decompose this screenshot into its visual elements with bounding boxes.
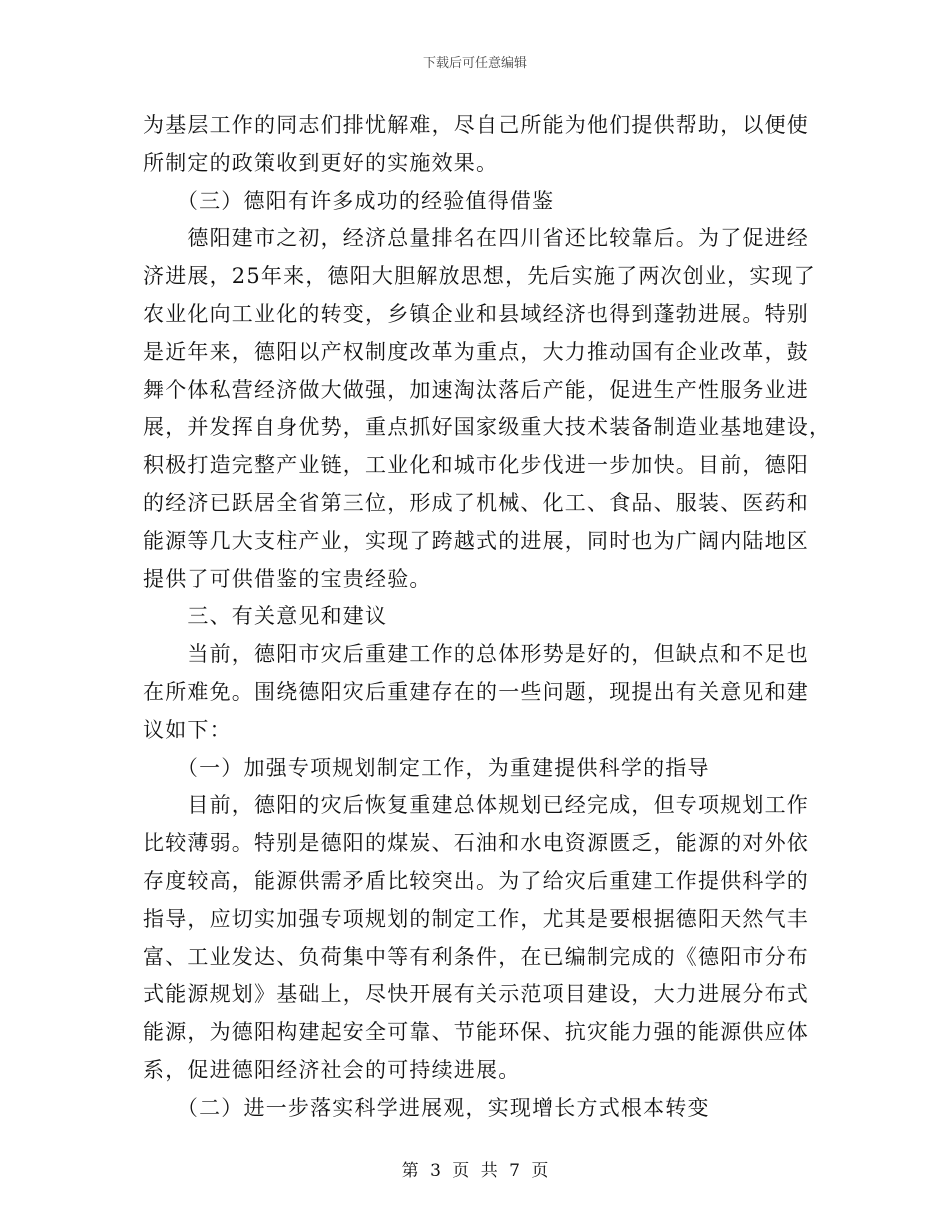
text-line: 系，促进德阳经济社会的可持续进展。 (143, 1057, 521, 1082)
text-line: 式能源规划》基础上，尽快开展有关示范项目建设，大力进展分布式 (143, 982, 809, 1007)
section-heading: 三、有关意见和建议 (143, 604, 388, 629)
section-heading: （二）进一步落实科学进展观，实现增长方式根本转变 (143, 1095, 710, 1120)
text-line: 展，并发挥自身优势，重点抓好国家级重大技术装备制造业基地建设， (143, 415, 832, 440)
text-line: 存度较高，能源供需矛盾比较突出。为了给灾后重建工作提供科学的 (143, 868, 809, 893)
text-line: 比较薄弱。特别是德阳的煤炭、石油和水电资源匮乏，能源的对外依 (143, 831, 809, 856)
text-line: 目前，德阳的灾后恢复重建总体规划已经完成，但专项规划工作 (143, 793, 809, 818)
text-line: 积极打造完整产业链，工业化和城市化步伐进一步加快。目前，德阳 (143, 453, 809, 478)
text-line: 指导，应切实加强专项规划的制定工作，尤其是要根据德阳天然气丰 (143, 906, 809, 931)
text-line: 德阳建市之初，经济总量排名在四川省还比较靠后。为了促进经 (143, 226, 809, 251)
text-line: 农业化向工业化的转变，乡镇企业和县域经济也得到蓬勃进展。特别 (143, 301, 809, 326)
text-line: 提供了可供借鉴的宝贵经验。 (143, 566, 432, 591)
text-line: 为基层工作的同志们排忧解难，尽自己所能为他们提供帮助，以便使 (143, 113, 809, 137)
text-line: 在所难免。围绕德阳灾后重建存在的一些问题，现提出有关意见和建 (143, 679, 809, 704)
text-line: 富、工业发达、负荷集中等有利条件，在已编制完成的《德阳市分布 (143, 944, 809, 969)
text-line: 舞个体私营经济做大做强，加速淘汰落后产能，促进生产性服务业进 (143, 377, 809, 402)
page-header: 下载后可任意编辑 (422, 56, 527, 71)
text-line: 是近年来，德阳以产权制度改革为重点，大力推动国有企业改革，鼓 (143, 339, 809, 364)
text-line: 的经济已跃居全省第三位，形成了机械、化工、食品、服装、医药和 (143, 490, 809, 515)
text-line: 所制定的政策收到更好的实施效果。 (143, 150, 499, 175)
text-line: 当前，德阳市灾后重建工作的总体形势是好的，但缺点和不足也 (143, 642, 809, 667)
text-line: 济进展，25年来，德阳大胆解放思想，先后实施了两次创业，实现了 (143, 264, 816, 289)
section-heading: （三）德阳有许多成功的经验值得借鉴 (143, 188, 555, 213)
section-heading: （一）加强专项规划制定工作，为重建提供科学的指导 (143, 755, 710, 780)
text-line: 议如下： (143, 717, 232, 742)
page-number: 第 3 页 共 7 页 (401, 1161, 549, 1181)
text-line: 能源，为德阳构建起安全可靠、节能环保、抗灾能力强的能源供应体 (143, 1020, 809, 1045)
body-text (143, 107, 832, 1128)
text-line: 能源等几大支柱产业，实现了跨越式的进展，同时也为广阔内陆地区 (143, 528, 809, 553)
